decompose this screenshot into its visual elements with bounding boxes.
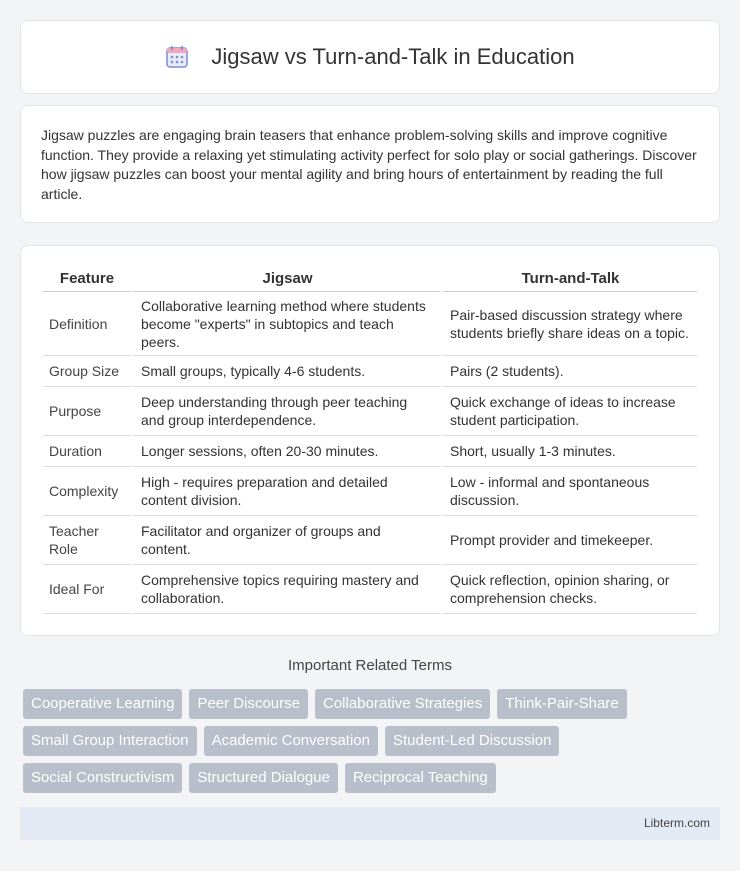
table-cell: Longer sessions, often 20-30 minutes. (131, 436, 440, 467)
table-header-row (43, 266, 697, 292)
table-cell: Comprehensive topics requiring mastery and collaboration. (131, 565, 440, 614)
footer (20, 807, 720, 840)
calendar-grid-icon (165, 45, 189, 69)
column-header-turn-and-talk: Turn-and-Talk (440, 266, 697, 292)
table-cell: Teacher Role (43, 516, 131, 565)
table-cell: Low - informal and spontaneous discussion. (440, 467, 697, 516)
table-cell: Quick exchange of ideas to increase student participation. (440, 387, 697, 436)
table-row (43, 565, 697, 614)
tag-small-group-interaction[interactable]: Small Group Interaction (23, 726, 197, 756)
table-cell: Small groups, typically 4-6 students. (131, 356, 440, 387)
table-cell: Complexity (43, 467, 131, 516)
title-card (20, 20, 720, 94)
table-cell: Collaborative learning method where students become "experts" in subtopics and teach peers. (131, 292, 440, 356)
table-cell: Definition (43, 292, 131, 356)
table-row (43, 516, 697, 565)
comparison-table-card (20, 245, 720, 636)
tag-student-led-discussion[interactable]: Student-Led Discussion (385, 726, 559, 756)
column-header-feature: Feature (43, 266, 131, 292)
table-row (43, 387, 697, 436)
footer-link[interactable]: Libterm.com (643, 816, 710, 830)
tag-social-constructivism[interactable]: Social Constructivism (23, 763, 182, 793)
table-cell: Prompt provider and timekeeper. (440, 516, 697, 565)
tag-row (23, 763, 723, 793)
tag-peer-discourse[interactable]: Peer Discourse (189, 689, 308, 719)
table-cell: Pair-based discussion strategy where students briefly share ideas on a topic. (440, 292, 697, 356)
table-cell: Pairs (2 students). (440, 356, 697, 387)
tag-structured-dialogue[interactable]: Structured Dialogue (189, 763, 338, 793)
table-cell: Quick reflection, opinion sharing, or comprehension checks. (440, 565, 697, 614)
tag-collaborative-strategies[interactable]: Collaborative Strategies (315, 689, 490, 719)
tag-think-pair-share[interactable]: Think-Pair-Share (497, 689, 626, 719)
tag-row (23, 726, 723, 756)
related-terms-tags (23, 689, 723, 800)
table-cell: Ideal For (43, 565, 131, 614)
table-cell: Facilitator and organizer of groups and content. (131, 516, 440, 565)
related-terms-heading: Important Related Terms (288, 657, 452, 674)
table-cell: Purpose (43, 387, 131, 436)
table-row (43, 436, 697, 467)
table-cell: Group Size (43, 356, 131, 387)
intro-text: Jigsaw puzzles are engaging brain teasers that enhance problem-solving skills and improve cognitive function. They provide a relaxing yet stimulating activity perfect for solo play or social gatherings. Discover how jigsaw puzzles can boost your mental agility and bring hours of entertainment by reading the full article. (41, 127, 697, 202)
table-cell: High - requires preparation and detailed content division. (131, 467, 440, 516)
table-row (43, 467, 697, 516)
column-header-jigsaw: Jigsaw (131, 266, 440, 292)
table-row (43, 292, 697, 356)
table-cell: Duration (43, 436, 131, 467)
table-cell: Short, usually 1-3 minutes. (440, 436, 697, 467)
table-cell: Deep understanding through peer teaching and group interdependence. (131, 387, 440, 436)
tag-cooperative-learning[interactable]: Cooperative Learning (23, 689, 182, 719)
comparison-table (43, 266, 697, 614)
page-title: Jigsaw vs Turn-and-Talk in Education (211, 44, 575, 69)
intro-card (20, 105, 720, 223)
tag-row (23, 689, 723, 719)
tag-academic-conversation[interactable]: Academic Conversation (204, 726, 378, 756)
tag-reciprocal-teaching[interactable]: Reciprocal Teaching (345, 763, 496, 793)
table-row (43, 356, 697, 387)
